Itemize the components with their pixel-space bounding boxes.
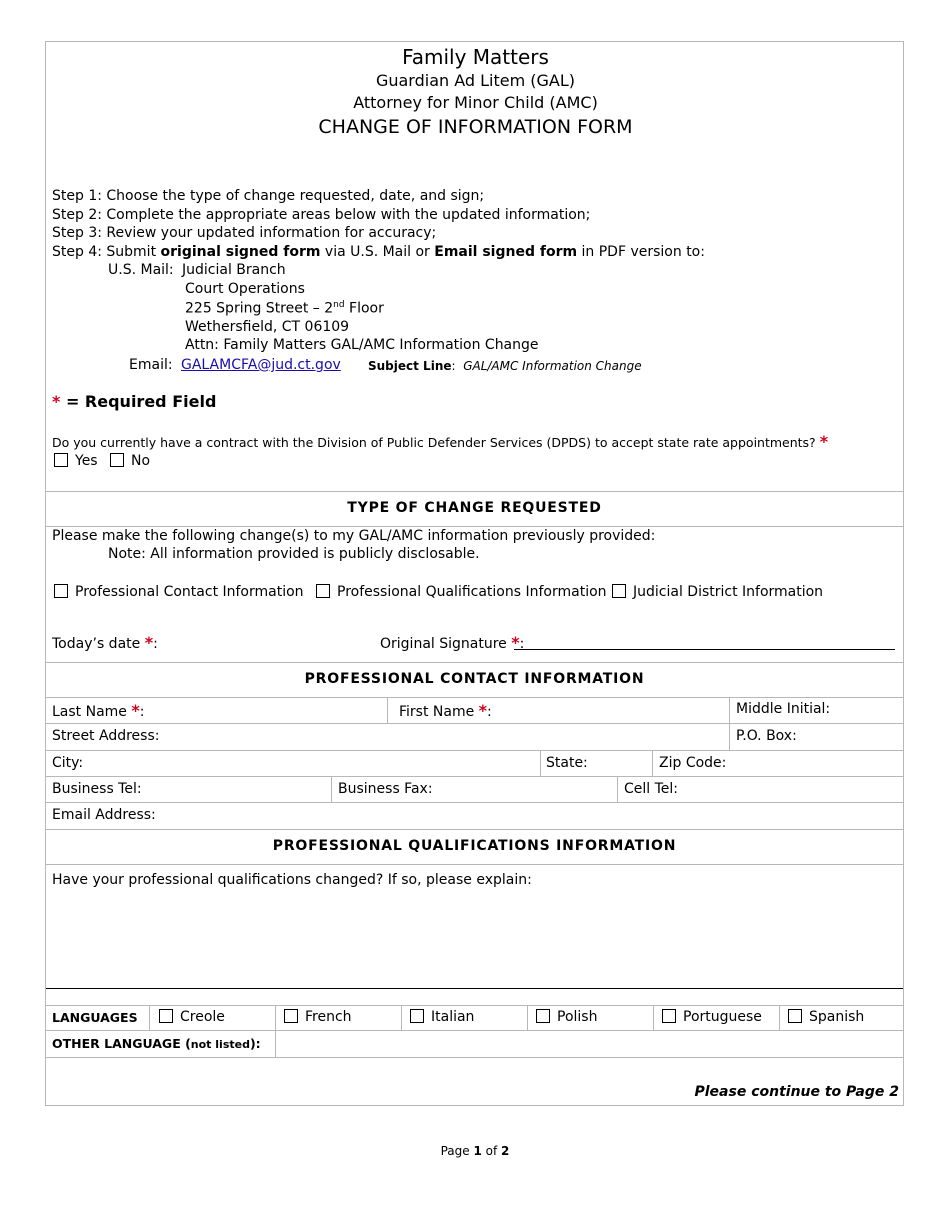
qualifications-explanation-area[interactable] (46, 885, 903, 985)
todays-date-field[interactable]: Today’s date *: (52, 633, 158, 652)
first-name-field[interactable]: First Name *: (399, 701, 492, 720)
change-note: Note: All information provided is publicly disclosable. (108, 546, 480, 562)
step-4: Step 4: Submit original signed form via U.S. Mail or Email signed form in PDF version to: (52, 244, 705, 260)
email-address-field[interactable]: Email Address: (52, 807, 156, 823)
signature-line[interactable] (514, 649, 895, 650)
polish-checkbox[interactable] (536, 1009, 550, 1023)
contact-checkbox[interactable] (54, 584, 68, 598)
dpds-question: Do you currently have a contract with the Division of Public Defender Services (DPDS) to accept state rate appointments? * (52, 432, 829, 451)
mail-line-3: 225 Spring Street – 2nd Floor (185, 300, 384, 317)
option-qualifications[interactable]: Professional Qualifications Information (316, 584, 607, 600)
dpds-no[interactable]: No (110, 453, 150, 469)
district-checkbox[interactable] (612, 584, 626, 598)
italian-checkbox[interactable] (410, 1009, 424, 1023)
city-field[interactable]: City: (52, 755, 84, 771)
lang-creole[interactable]: Creole (159, 1009, 225, 1025)
qualifications-question: Have your professional qualifications changed? If so, please explain: (52, 872, 532, 888)
contact-heading: PROFESSIONAL CONTACT INFORMATION (304, 671, 645, 687)
subject-line: Subject Line: GAL/AMC Information Change (368, 359, 642, 373)
email-link[interactable]: GALAMCFA@jud.ct.gov (181, 357, 341, 373)
mail-line-2: Court Operations (185, 281, 305, 297)
cell-tel-field[interactable]: Cell Tel: (624, 781, 679, 797)
email-label: Email: (129, 357, 173, 373)
other-language-input[interactable] (276, 1031, 902, 1056)
po-box-field[interactable]: P.O. Box: (736, 728, 797, 744)
step-2: Step 2: Complete the appropriate areas below with the updated information; (52, 207, 591, 223)
other-language-label: OTHER LANGUAGE (not listed): (52, 1036, 261, 1051)
form-page (45, 41, 904, 1106)
street-address-field[interactable]: Street Address: (52, 728, 160, 744)
portuguese-checkbox[interactable] (662, 1009, 676, 1023)
zip-code-field[interactable]: Zip Code: (659, 755, 727, 771)
no-checkbox[interactable] (110, 453, 124, 467)
middle-initial-field[interactable]: Middle Initial: (736, 701, 831, 717)
lang-french[interactable]: French (284, 1009, 352, 1025)
form-title: CHANGE OF INFORMATION FORM (318, 116, 633, 138)
page-title: Family Matters (402, 45, 549, 69)
business-fax-field[interactable]: Business Fax: (338, 781, 433, 797)
mail-label: U.S. Mail: (108, 262, 174, 278)
french-checkbox[interactable] (284, 1009, 298, 1023)
lang-polish[interactable]: Polish (536, 1009, 597, 1025)
step-3: Step 3: Review your updated information for accuracy; (52, 225, 437, 241)
option-contact[interactable]: Professional Contact Information (54, 584, 304, 600)
creole-checkbox[interactable] (159, 1009, 173, 1023)
page-number: Page 1 of 2 (440, 1144, 510, 1158)
signature-label: Original Signature *: (380, 633, 525, 652)
lang-portuguese[interactable]: Portuguese (662, 1009, 762, 1025)
state-field[interactable]: State: (546, 755, 588, 771)
qualifications-heading: PROFESSIONAL QUALIFICATIONS INFORMATION (272, 838, 677, 854)
qualifications-checkbox[interactable] (316, 584, 330, 598)
spanish-checkbox[interactable] (788, 1009, 802, 1023)
dpds-yes[interactable]: Yes (54, 453, 98, 469)
change-intro: Please make the following change(s) to my GAL/AMC information previously provided: (52, 528, 656, 544)
option-district[interactable]: Judicial District Information (612, 584, 823, 600)
mail-line-4: Wethersfield, CT 06109 (185, 319, 350, 335)
subtitle-gal: Guardian Ad Litem (GAL) (375, 71, 576, 90)
languages-label: LANGUAGES (52, 1010, 138, 1025)
step-1: Step 1: Choose the type of change requested, date, and sign; (52, 188, 485, 204)
type-of-change-heading: TYPE OF CHANGE REQUESTED (347, 500, 602, 516)
lang-italian[interactable]: Italian (410, 1009, 474, 1025)
subtitle-amc: Attorney for Minor Child (AMC) (353, 93, 598, 112)
mail-line-1: Judicial Branch (182, 262, 286, 278)
business-tel-field[interactable]: Business Tel: (52, 781, 142, 797)
continue-note: Please continue to Page 2 (694, 1084, 899, 1100)
lang-spanish[interactable]: Spanish (788, 1009, 864, 1025)
yes-checkbox[interactable] (54, 453, 68, 467)
required-legend: * = Required Field (52, 392, 217, 411)
mail-line-5: Attn: Family Matters GAL/AMC Information Change (185, 337, 539, 353)
last-name-field[interactable]: Last Name *: (52, 701, 145, 720)
